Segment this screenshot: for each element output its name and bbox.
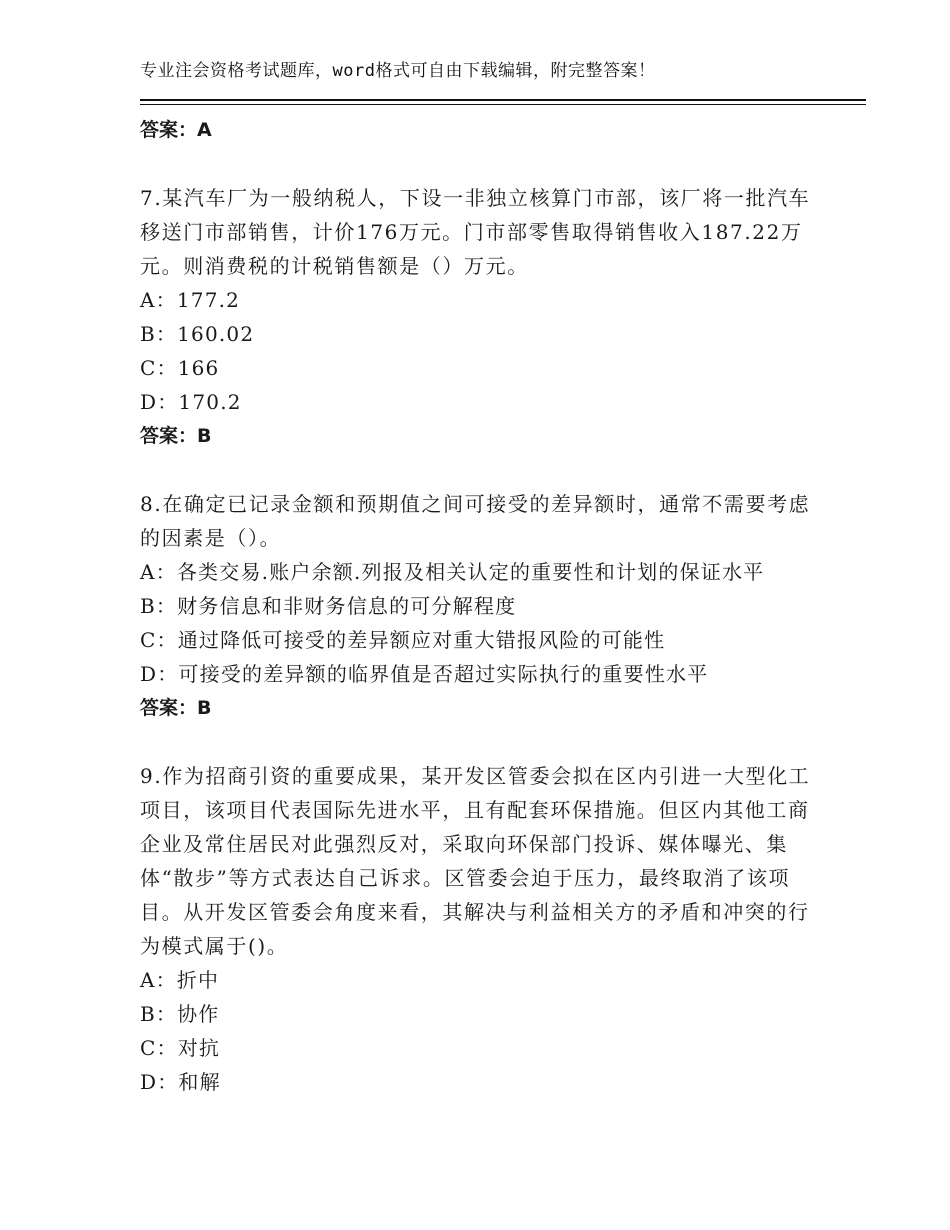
option-d: D：可接受的差异额的临界值是否超过实际执行的重要性水平 [140, 662, 709, 686]
option-c: C：对抗 [140, 1036, 221, 1060]
option-c: C：166 [140, 356, 220, 380]
page-header: 专业注会资格考试题库，word格式可自由下载编辑，附完整答案！ [140, 61, 656, 81]
option-c: C：通过降低可接受的差异额应对重大错报风险的可能性 [140, 628, 666, 652]
option-a: A：折中 [140, 968, 220, 992]
answer-label: 答案：A [140, 119, 212, 141]
answer-label: 答案：B [140, 425, 212, 447]
question-9 [140, 759, 820, 1099]
question-7 [140, 181, 820, 453]
option-a: A：177.2 [140, 288, 241, 312]
document-body [140, 113, 820, 1099]
option-a: A：各类交易.账户余额.列报及相关认定的重要性和计划的保证水平 [140, 560, 765, 584]
option-b: B：协作 [140, 1002, 220, 1026]
question-8 [140, 487, 820, 725]
header-rule-thin [140, 104, 866, 105]
question-stem: 9.作为招商引资的重要成果，某开发区管委会拟在区内引进一大型化工项目，该项目代表国际先进水平，且有配套环保措施。但区内其他工商企业及常住居民对此强烈反对，采取向环保部门投诉、媒体曝光、集体“散步”等方式表达自己诉求。区管委会迫于压力，最终取消了该项目。从开发区管委会角度来看，其解决与利益相关方的矛盾和冲突的行为模式属于()。 [140, 764, 811, 958]
option-d: D：和解 [140, 1070, 221, 1094]
question-stem: 7.某汽车厂为一般纳税人，下设一非独立核算门市部，该厂将一批汽车移送门市部销售，计价176万元。门市部零售取得销售收入187.22万元。则消费税的计税销售额是（）万元。 [140, 186, 811, 278]
option-d: D：170.2 [140, 390, 242, 414]
answer-label: 答案：B [140, 697, 212, 719]
header-rule-thick [140, 99, 866, 101]
option-b: B：财务信息和非财务信息的可分解程度 [140, 594, 517, 618]
option-b: B：160.02 [140, 322, 255, 346]
question-stem: 8.在确定已记录金额和预期值之间可接受的差异额时，通常不需要考虑的因素是（）。 [140, 492, 811, 550]
